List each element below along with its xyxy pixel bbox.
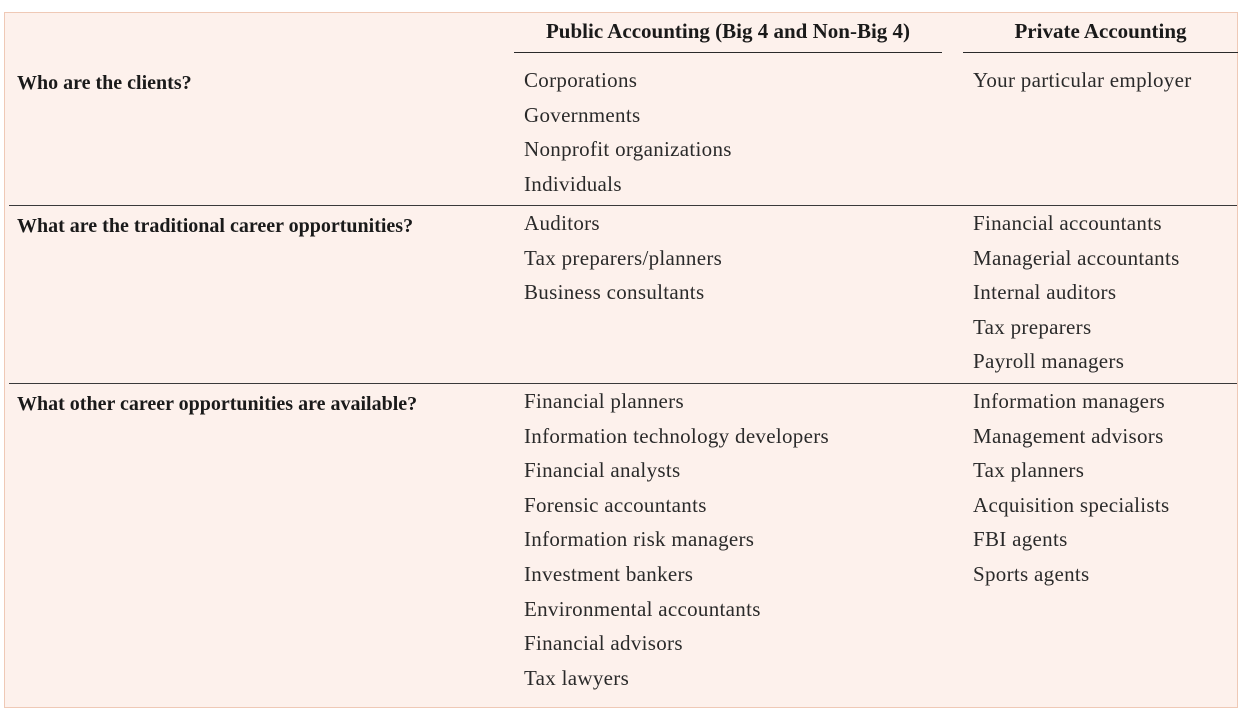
row-other-careers bbox=[9, 384, 1237, 706]
private-accounting-list bbox=[973, 384, 1169, 592]
list-item: Tax preparers bbox=[973, 314, 1092, 339]
public-accounting-list bbox=[524, 206, 722, 310]
public-accounting-list bbox=[524, 384, 829, 695]
list-item: Financial planners bbox=[524, 389, 684, 413]
list-item: Governments bbox=[524, 102, 641, 127]
list-item: Information technology developers bbox=[524, 423, 829, 448]
row-question: Who are the clients? bbox=[17, 72, 192, 94]
list-item: Corporations bbox=[524, 68, 638, 92]
list-item: Payroll managers bbox=[973, 349, 1125, 374]
row-question: What other career opportunities are available? bbox=[17, 393, 418, 415]
private-accounting-list bbox=[973, 206, 1180, 379]
list-item: Managerial accountants bbox=[973, 245, 1180, 270]
list-item: Management advisors bbox=[973, 423, 1164, 448]
list-item: Business consultants bbox=[524, 280, 705, 305]
list-item: Financial analysts bbox=[524, 458, 681, 483]
private-accounting-list bbox=[973, 63, 1192, 98]
list-item: Nonprofit organizations bbox=[524, 137, 732, 162]
list-item: Financial advisors bbox=[524, 631, 683, 656]
list-item: Acquisition specialists bbox=[973, 492, 1170, 517]
list-item: Forensic accountants bbox=[524, 492, 707, 517]
list-item: Internal auditors bbox=[973, 280, 1117, 305]
list-item: Financial accountants bbox=[973, 211, 1162, 235]
list-item: Information risk managers bbox=[524, 527, 755, 552]
list-item: Sports agents bbox=[973, 561, 1090, 586]
column-header-private-accounting: Private Accounting bbox=[963, 17, 1238, 53]
list-item: Auditors bbox=[524, 211, 600, 235]
list-item: Environmental accountants bbox=[524, 596, 761, 621]
list-item: FBI agents bbox=[973, 527, 1068, 552]
list-item: Investment bankers bbox=[524, 561, 694, 586]
public-accounting-list bbox=[524, 63, 732, 201]
row-traditional-careers bbox=[9, 206, 1237, 384]
list-item: Information managers bbox=[973, 389, 1166, 413]
row-clients bbox=[9, 63, 1237, 206]
list-item: Tax preparers/planners bbox=[524, 245, 723, 270]
career-comparison-table bbox=[4, 12, 1238, 708]
list-item: Tax lawyers bbox=[524, 665, 630, 690]
list-item: Individuals bbox=[524, 171, 622, 196]
list-item: Your particular employer bbox=[973, 68, 1192, 92]
column-header-public-accounting: Public Accounting (Big 4 and Non-Big 4) bbox=[514, 17, 942, 53]
list-item: Tax planners bbox=[973, 458, 1085, 483]
row-question: What are the traditional career opportunities? bbox=[17, 215, 414, 237]
